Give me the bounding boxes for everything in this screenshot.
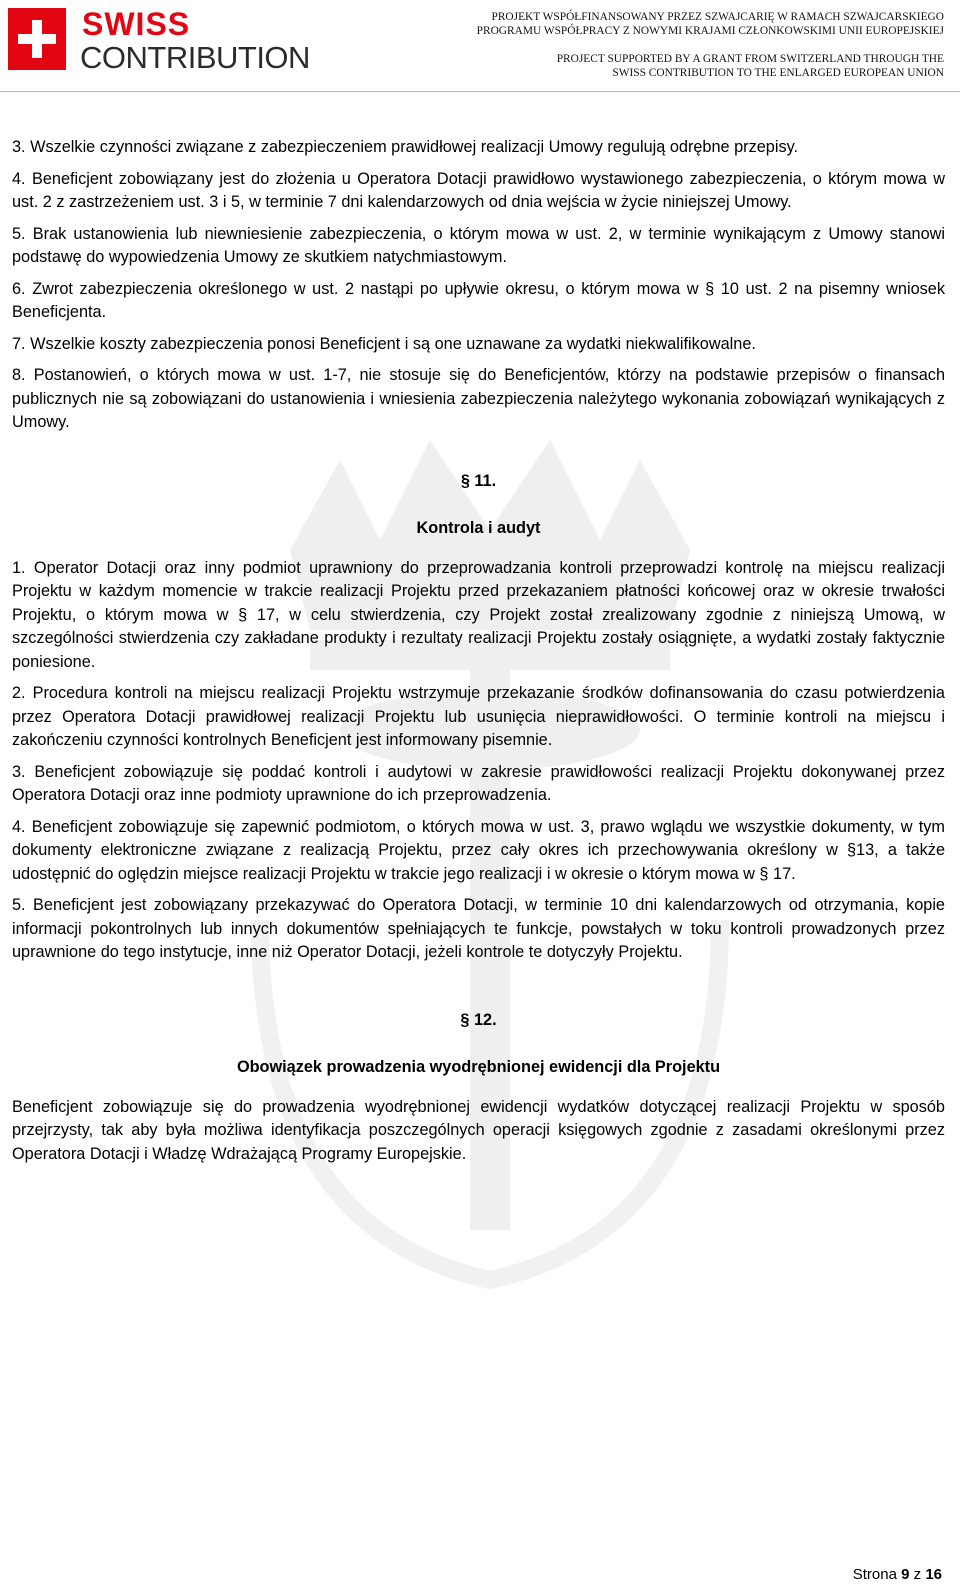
paragraph-3: 3. Wszelkie czynności związane z zabezpieczeniem prawidłowej realizacji Umowy regulują odrębne przepisy. [12, 138, 799, 156]
paragraph-6: 6. Zwrot zabezpieczenia określonego w ust. 2 nastąpi po upływie okresu, o którym mowa w § 10 ust. 2 na pisemny wniosek Beneficjenta. [12, 279, 945, 321]
footer-page-number: 9 [901, 1566, 910, 1583]
section-11-number: § 11. [460, 471, 497, 490]
s12-paragraph: Beneficjent zobowiązuje się do prowadzenia wyodrębnionej ewidencji wydatków dotyczącej realizacji Projektu w sposób przejrzysty, tak aby była możliwa identyfikacja poszczególnych operacji księgowych zgodnie z zasadami określonymi przez Operatora Dotacji i Władzę Wdrażającą Programy Europejskie. [12, 1097, 945, 1163]
header-divider [0, 91, 960, 92]
header-pl-line2: PROGRAMU WSPÓŁPRACY Z NOWYMI KRAJAMI CZŁONKOWSKIMI UNII EUROPEJSKIEJ [476, 25, 944, 37]
paragraph-5: 5. Brak ustanowienia lub niewniesienie zabezpieczenia, o którym mowa w ust. 2, w terminie wynikającym z Umowy stanowi podstawę do wypowiedzenia Umowy ze skutkiem natychmiastowym. [12, 224, 945, 266]
footer-total-pages: 16 [925, 1566, 942, 1583]
footer-of: z [913, 1566, 922, 1583]
header-english-note [557, 52, 944, 80]
s11-paragraph-5: 5. Beneficjent jest zobowiązany przekazywać do Operatora Dotacji, w terminie 10 dni kalendarzowych od otrzymania, kopie informacji pokontrolnych lub innych dokumentów spełniających te funkcje, powstałych w toku kontroli prowadzonych przez uprawnione do tego instytucje, inne niż Operator Dotacji, jeżeli kontrole te dotyczyły Projektu. [12, 896, 945, 961]
section-11-title: Kontrola i audyt [416, 519, 541, 537]
logo-contribution-text: CONTRIBUTION [80, 40, 310, 75]
swiss-flag-icon [8, 8, 66, 70]
paragraph-7: 7. Wszelkie koszty zabezpieczenia ponosi Beneficjent i są one uznawane za wydatki niekwalifikowalne. [12, 334, 756, 353]
section-12-number: § 12. [460, 1010, 497, 1029]
header-en-line2: SWISS CONTRIBUTION TO THE ENLARGED EUROPEAN UNION [612, 67, 944, 79]
s11-paragraph-2: 2. Procedura kontroli na miejscu realizacji Projektu wstrzymuje przekazanie środków dofinansowania do czasu potwierdzenia przez Operatora Dotacji prawidłowej realizacji Projektu lub usunięcia nieprawidłowości. O terminie kontroli na miejscu i zakończeniu czynności kontrolnych Beneficjent jest informowany pisemnie. [12, 684, 945, 749]
paragraph-4: 4. Beneficjent zobowiązany jest do złożenia u Operatora Dotacji prawidłowo wystawionego zabezpieczenia, o którym mowa w ust. 2 z zastrzeżeniem ust. 3 i 5, w terminie 7 dni kalendarzowych od dnia wejścia w życie niniejszej Umowy. [12, 169, 945, 211]
header-pl-line1: PROJEKT WSPÓŁFINANSOWANY PRZEZ SZWAJCARIĘ W RAMACH SZWAJCARSKIEGO [491, 11, 944, 23]
paragraph-8: 8. Postanowień, o których mowa w ust. 1-7, nie stosuje się do Beneficjentów, którzy na podstawie przepisów o finansach publicznych nie są zobowiązani do ustanowienia i wniesienia zabezpieczenia należytego wykonania zobowiązań wynikających z Umowy. [12, 366, 945, 431]
page-footer [853, 1566, 942, 1583]
logo-swiss-text: SWISS [82, 6, 191, 42]
header-en-line1: PROJECT SUPPORTED BY A GRANT FROM SWITZERLAND THROUGH THE [556, 53, 944, 65]
s11-paragraph-4: 4. Beneficjent zobowiązuje się zapewnić podmiotom, o których mowa w ust. 3, prawo wglądu we wszystkie dokumenty, w tym dokumenty elektroniczne związane z realizacją Projektu, przez cały okres ich przechowywania określony w §13, a także udostępnić do oględzin miejsce realizacji Projektu w trakcie jego realizacji i w okresie o którym mowa w § 17. [12, 817, 945, 883]
header-polish-note [477, 10, 944, 38]
page-header [0, 0, 960, 92]
document-body [12, 136, 945, 1174]
s11-paragraph-3: 3. Beneficjent zobowiązuje się poddać kontroli i audytowi w zakresie prawidłowości realizacji Projektu dokonywanej przez Operatora Dotacji oraz inne podmioty uprawnione do ich przeprowadzenia. [12, 762, 945, 804]
s11-paragraph-1: 1. Operator Dotacji oraz inny podmiot uprawniony do przeprowadzania kontroli przeprowadzi kontrolę na miejscu realizacji Projektu w każdym momencie w trakcie realizacji Projektu przed przekazaniem płatności końcowej oraz w okresie trwałości Projektu, o którym mowa w § 17, w celu stwierdzenia, czy Projekt został zrealizowany zgodnie z niniejszą Umową, w szczególności stwierdzenia czy zakładane produkty i rezultaty realizacji Projektu zostały osiągnięte, a wydatki zostały faktycznie poniesione. [12, 558, 945, 671]
section-12-title: Obowiązek prowadzenia wyodrębnionej ewidencji dla Projektu [236, 1058, 721, 1076]
footer-label: Strona [852, 1566, 897, 1583]
